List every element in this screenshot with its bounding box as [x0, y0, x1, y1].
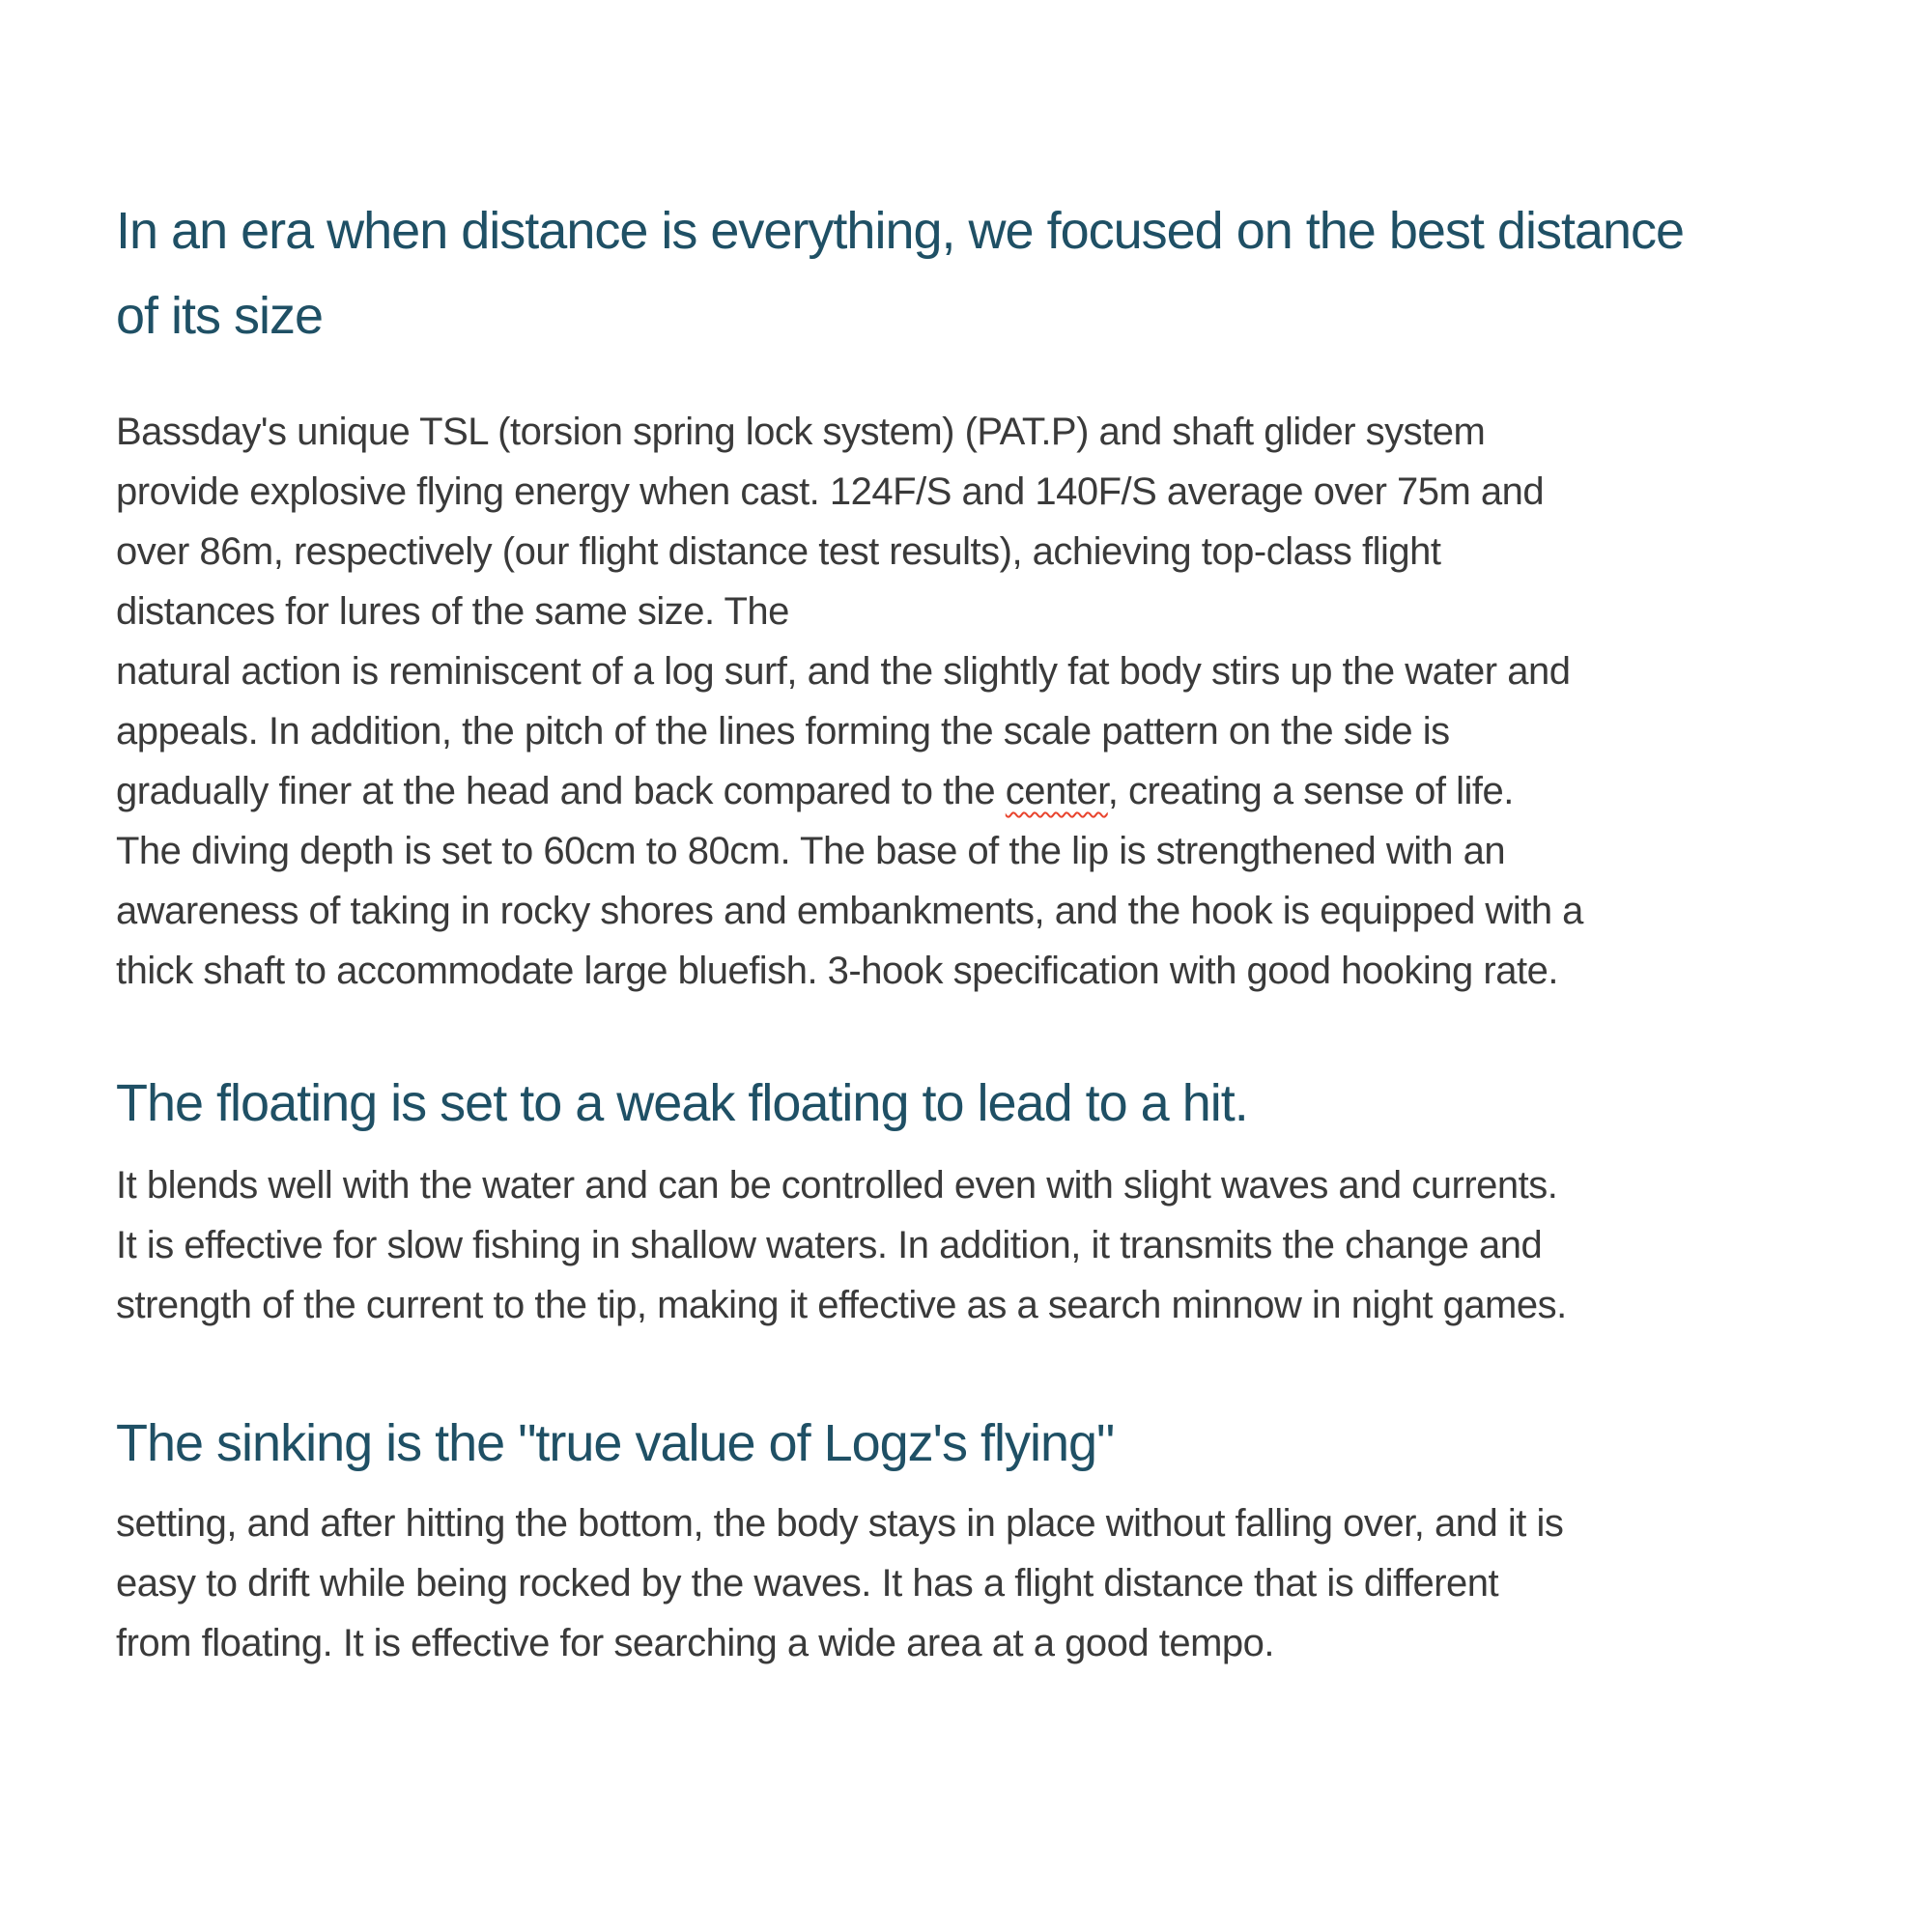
paragraph-line: It is effective for slow fishing in shallow waters. In addition, it transmits the change and	[116, 1224, 1543, 1266]
paragraph-line: appeals. In addition, the pitch of the lines forming the scale pattern on the side is	[116, 710, 1450, 753]
heading-best-distance	[116, 188, 1845, 358]
heading-best-distance-line1: In an era when distance is everything, we focused on the best distance	[116, 202, 1685, 260]
paragraph-flight-performance	[116, 402, 1845, 1001]
heading-best-distance-line2: of its size	[116, 287, 324, 345]
heading-sinking: The sinking is the "true value of Logz's flying"	[116, 1414, 1115, 1472]
text-before-misspelling: gradually finer at the head and back compared to the	[116, 770, 1006, 812]
paragraph-line: distances for lures of the same size. The	[116, 590, 789, 633]
paragraph-floating	[116, 1155, 1845, 1335]
paragraph-line: over 86m, respectively (our flight distance test results), achieving top-class flight	[116, 530, 1441, 573]
paragraph-line: strength of the current to the tip, making it effective as a search minnow in night games.	[116, 1284, 1567, 1326]
spellcheck-underlined-word: center	[1005, 770, 1108, 812]
paragraph-line: It blends well with the water and can be controlled even with slight waves and currents.	[116, 1164, 1558, 1207]
text-after-misspelling: , creating a sense of life.	[1107, 770, 1514, 812]
paragraph-line: Bassday's unique TSL (torsion spring lock system) (PAT.P) and shaft glider system	[116, 411, 1486, 453]
paragraph-line-with-spellcheck	[116, 761, 1845, 821]
heading-floating: The floating is set to a weak floating to lead to a hit.	[116, 1074, 1248, 1132]
paragraph-line: setting, and after hitting the bottom, the body stays in place without falling over, and it is	[116, 1502, 1564, 1545]
paragraph-line: provide explosive flying energy when cast. 124F/S and 140F/S average over 75m and	[116, 470, 1545, 513]
paragraph-line: awareness of taking in rocky shores and embankments, and the hook is equipped with a	[116, 890, 1583, 932]
paragraph-line: from floating. It is effective for searching a wide area at a good tempo.	[116, 1622, 1274, 1664]
article-body	[116, 0, 1845, 1673]
paragraph-line: natural action is reminiscent of a log surf, and the slightly fat body stirs up the water and	[116, 650, 1571, 693]
paragraph-sinking	[116, 1493, 1845, 1673]
paragraph-line: thick shaft to accommodate large bluefish. 3-hook specification with good hooking rate.	[116, 950, 1558, 992]
paragraph-line: easy to drift while being rocked by the waves. It has a flight distance that is different	[116, 1562, 1499, 1605]
paragraph-line: The diving depth is set to 60cm to 80cm. The base of the lip is strengthened with an	[116, 830, 1506, 872]
